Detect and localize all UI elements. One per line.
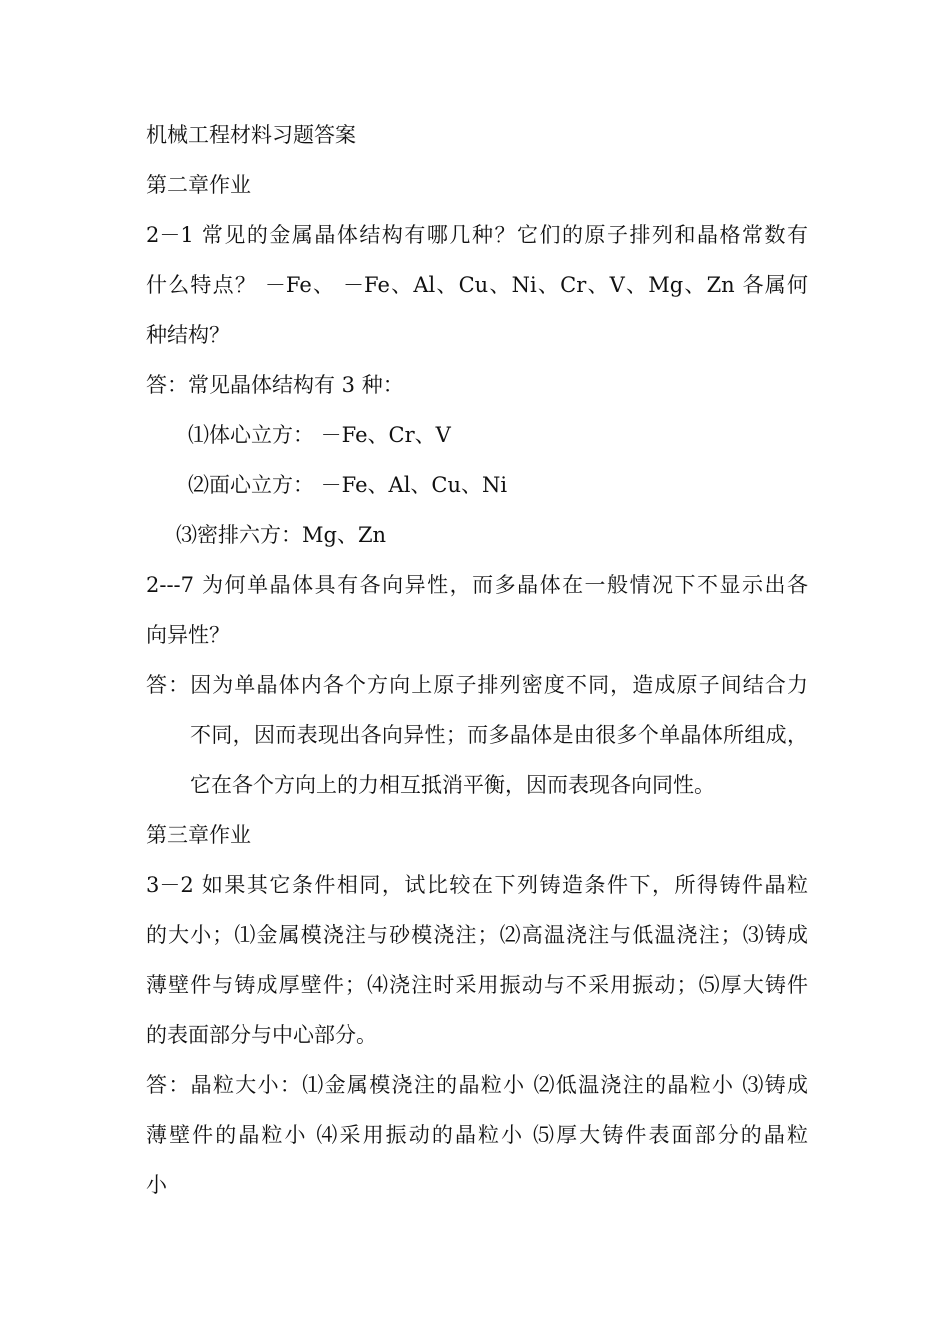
question-3-2-line-2: 的大小；⑴金属模浇注与砂模浇注；⑵高温浇注与低温浇注；⑶铸成 <box>146 923 808 947</box>
question-3-2-line-3: 薄壁件与铸成厚壁件；⑷浇注时采用振动与不采用振动；⑸厚大铸件 <box>146 973 808 997</box>
answer-3-2-line-3: 小 <box>146 1173 167 1197</box>
answer-3-2-line-2: 薄壁件的晶粒小 ⑷采用振动的晶粒小 ⑸厚大铸件表面部分的晶粒 <box>146 1123 808 1147</box>
answer-2-7-line-2: 不同，因而表现出各向异性；而多晶体是由很多个单晶体所组成， <box>190 723 808 747</box>
question-3-2-line-1: 3－2 如果其它条件相同，试比较在下列铸造条件下，所得铸件晶粒 <box>146 873 808 897</box>
question-2-7-line-1: 2---7 为何单晶体具有各向异性，而多晶体在一般情况下不显示出各 <box>146 573 808 597</box>
document-title: 机械工程材料习题答案 <box>146 123 356 147</box>
question-2-1-line-2: 什么特点？ －Fe、 －Fe、Al、Cu、Ni、Cr、V、Mg、Zn 各属何 <box>146 273 808 297</box>
answer-2-1-item-1: ⑴体心立方： －Fe、Cr、V <box>188 423 451 447</box>
chapter-2-heading: 第二章作业 <box>146 173 251 197</box>
question-2-1-line-1: 2－1 常见的金属晶体结构有哪几种？它们的原子排列和晶格常数有 <box>146 223 808 247</box>
question-3-2-line-4: 的表面部分与中心部分。 <box>146 1023 377 1047</box>
question-2-1-line-3: 种结构？ <box>146 323 230 347</box>
chapter-3-heading: 第三章作业 <box>146 823 251 847</box>
answer-3-2-line-1: 答：晶粒大小：⑴金属模浇注的晶粒小 ⑵低温浇注的晶粒小 ⑶铸成 <box>146 1073 808 1097</box>
answer-2-1-intro: 答：常见晶体结构有 3 种： <box>146 373 404 397</box>
answer-2-1-item-2: ⑵面心立方： －Fe、Al、Cu、Ni <box>188 473 508 497</box>
question-2-7-line-2: 向异性？ <box>146 623 230 647</box>
answer-2-7-line-3: 它在各个方向上的力相互抵消平衡，因而表现各向同性。 <box>190 773 715 797</box>
answer-2-1-item-3: ⑶密排六方：Mg、Zn <box>176 523 387 547</box>
answer-2-7-line-1: 答：因为单晶体内各个方向上原子排列密度不同，造成原子间结合力 <box>146 673 808 697</box>
